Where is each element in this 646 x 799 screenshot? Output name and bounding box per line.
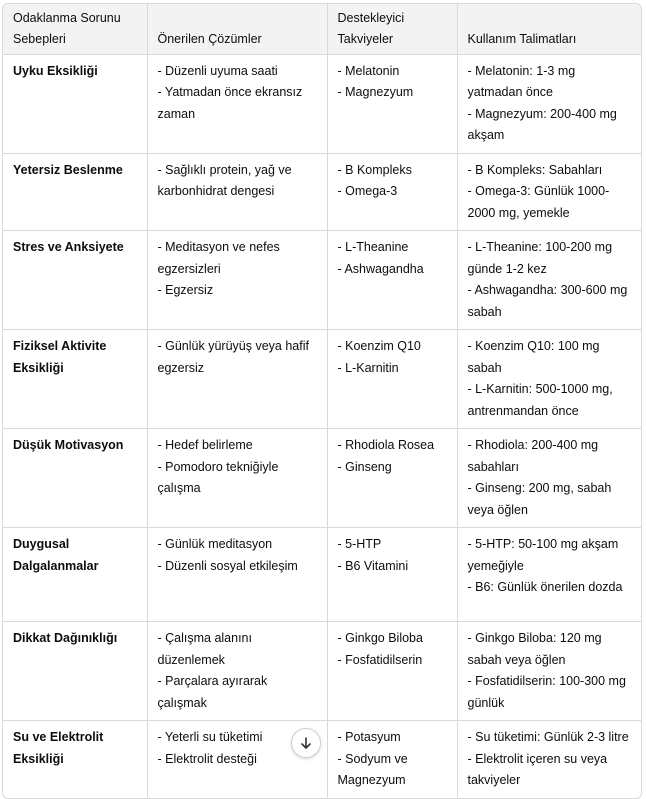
supplements-item: - Magnezyum <box>337 85 414 99</box>
usage-item: - Fosfatidilserin: 100-300 mg günlük <box>467 674 626 710</box>
usage-item: - Omega-3: Günlük 1000-2000 mg, yemekle <box>467 184 610 220</box>
solutions-cell <box>147 153 327 231</box>
solutions-item: - Meditasyon ve nefes egzersizleri <box>157 240 280 276</box>
supplements-item: - L-Theanine <box>337 240 409 254</box>
supplements-item: - Melatonin <box>337 63 400 78</box>
header-causes: Odaklanma Sorunu Sebepleri <box>3 4 147 54</box>
solutions-cell <box>147 528 327 622</box>
supplements-item: - Sodyum ve Magnezyum <box>337 751 408 787</box>
solutions-cell <box>147 330 327 429</box>
usage-item: - Ginkgo Biloba: 120 mg sabah veya öğlen <box>467 631 602 667</box>
supplements-cell <box>327 153 457 231</box>
table-row <box>3 429 641 528</box>
usage-item: - L-Karnitin: 500-1000 mg, antrenmandan önce <box>467 382 613 418</box>
usage-cell <box>457 429 641 528</box>
table-row <box>3 231 641 330</box>
supplements-cell <box>327 429 457 528</box>
usage-item: - Ginseng: 200 mg, sabah veya öğlen <box>467 481 612 517</box>
table-row <box>3 622 641 721</box>
supplements-item: - Fosfatidilserin <box>337 652 423 667</box>
header-usage: Kullanım Talimatları <box>457 4 641 54</box>
usage-item: - Koenzim Q10: 100 mg sabah <box>467 339 600 375</box>
usage-item: - Ashwagandha: 300-600 mg sabah <box>467 283 628 319</box>
solutions-item: - Yeterli su tüketimi <box>157 730 263 744</box>
usage-item: - B6: Günlük önerilen dozda <box>467 580 623 594</box>
usage-cell <box>457 153 641 231</box>
usage-item: - Melatonin: 1-3 mg yatmadan önce <box>467 63 576 99</box>
solutions-item: - Düzenli sosyal etkileşim <box>157 558 298 573</box>
cause-cell: Dikkat Dağınıklığı <box>3 622 147 721</box>
supplements-cell <box>327 54 457 153</box>
solutions-item: - Düzenli uyuma saati <box>157 63 278 78</box>
header-supplements: Destekleyici Takviyeler <box>327 4 457 54</box>
supplements-item: - 5-HTP <box>337 537 382 551</box>
supplements-item: - Potasyum <box>337 730 401 744</box>
supplements-cell <box>327 622 457 721</box>
usage-cell <box>457 528 641 622</box>
header-solutions: Önerilen Çözümler <box>147 4 327 54</box>
supplements-item: - Koenzim Q10 <box>337 339 421 353</box>
solutions-cell <box>147 54 327 153</box>
supplements-item: - L-Karnitin <box>337 360 399 375</box>
solutions-item: - Egzersiz <box>157 283 214 297</box>
supplements-item: - Ginkgo Biloba <box>337 631 423 645</box>
table-row <box>3 721 641 798</box>
solutions-item: - Günlük yürüyüş veya hafif egzersiz <box>157 339 309 375</box>
cause-cell: Uyku Eksikliği <box>3 54 147 153</box>
supplements-cell <box>327 528 457 622</box>
solutions-cell <box>147 429 327 528</box>
supplements-item: - Omega-3 <box>337 184 398 198</box>
supplements-cell <box>327 231 457 330</box>
arrow-down-icon <box>299 736 313 750</box>
cause-cell: Düşük Motivasyon <box>3 429 147 528</box>
cause-cell: Su ve Elektrolit Eksikliği <box>3 721 147 798</box>
solutions-cell <box>147 231 327 330</box>
supplements-cell <box>327 330 457 429</box>
table-row <box>3 153 641 231</box>
usage-item: - 5-HTP: 50-100 mg akşam yemeğiyle <box>467 537 619 573</box>
solutions-cell <box>147 622 327 721</box>
usage-item: - Magnezyum: 200-400 mg akşam <box>467 106 617 142</box>
solutions-item: - Hedef belirleme <box>157 438 253 452</box>
usage-item: - Elektrolit içeren su veya takviyeler <box>467 751 608 787</box>
usage-item: - B Kompleks: Sabahları <box>467 162 603 177</box>
solutions-item: - Elektrolit desteği <box>157 751 257 766</box>
solutions-item: - Yatmadan önce ekransız zaman <box>157 85 303 121</box>
solutions-item: - Günlük meditasyon <box>157 537 273 551</box>
usage-cell <box>457 231 641 330</box>
solutions-item: - Çalışma alanını düzenlemek <box>157 631 252 667</box>
supplements-item: - B Kompleks <box>337 162 412 177</box>
solutions-item: - Sağlıklı protein, yağ ve karbonhidrat dengesi <box>157 162 292 198</box>
usage-cell <box>457 622 641 721</box>
table-row <box>3 528 641 622</box>
scroll-down-button[interactable] <box>291 728 321 758</box>
table-row <box>3 54 641 153</box>
cause-cell: Fiziksel Aktivite Eksikliği <box>3 330 147 429</box>
cause-cell: Stres ve Anksiyete <box>3 231 147 330</box>
usage-item: - Su tüketimi: Günlük 2-3 litre <box>467 730 629 744</box>
usage-cell <box>457 330 641 429</box>
solutions-item: - Pomodoro tekniğiyle çalışma <box>157 459 279 495</box>
table-header-row <box>3 4 641 54</box>
usage-item: - L-Theanine: 100-200 mg günde 1-2 kez <box>467 240 613 276</box>
usage-item: - Rhodiola: 200-400 mg sabahları <box>467 438 599 474</box>
table-row <box>3 330 641 429</box>
supplements-cell <box>327 721 457 798</box>
supplements-item: - B6 Vitamini <box>337 558 409 573</box>
supplements-item: - Ginseng <box>337 459 392 474</box>
usage-cell <box>457 721 641 798</box>
supplements-item: - Ashwagandha <box>337 261 424 276</box>
focus-problems-table <box>3 4 641 798</box>
solutions-item: - Parçalara ayırarak çalışmak <box>157 674 268 710</box>
supplements-item: - Rhodiola Rosea <box>337 438 435 452</box>
cause-cell: Yetersiz Beslenme <box>3 153 147 231</box>
cause-cell: Duygusal Dalgalanmalar <box>3 528 147 622</box>
data-table-container <box>2 3 642 799</box>
usage-cell <box>457 54 641 153</box>
